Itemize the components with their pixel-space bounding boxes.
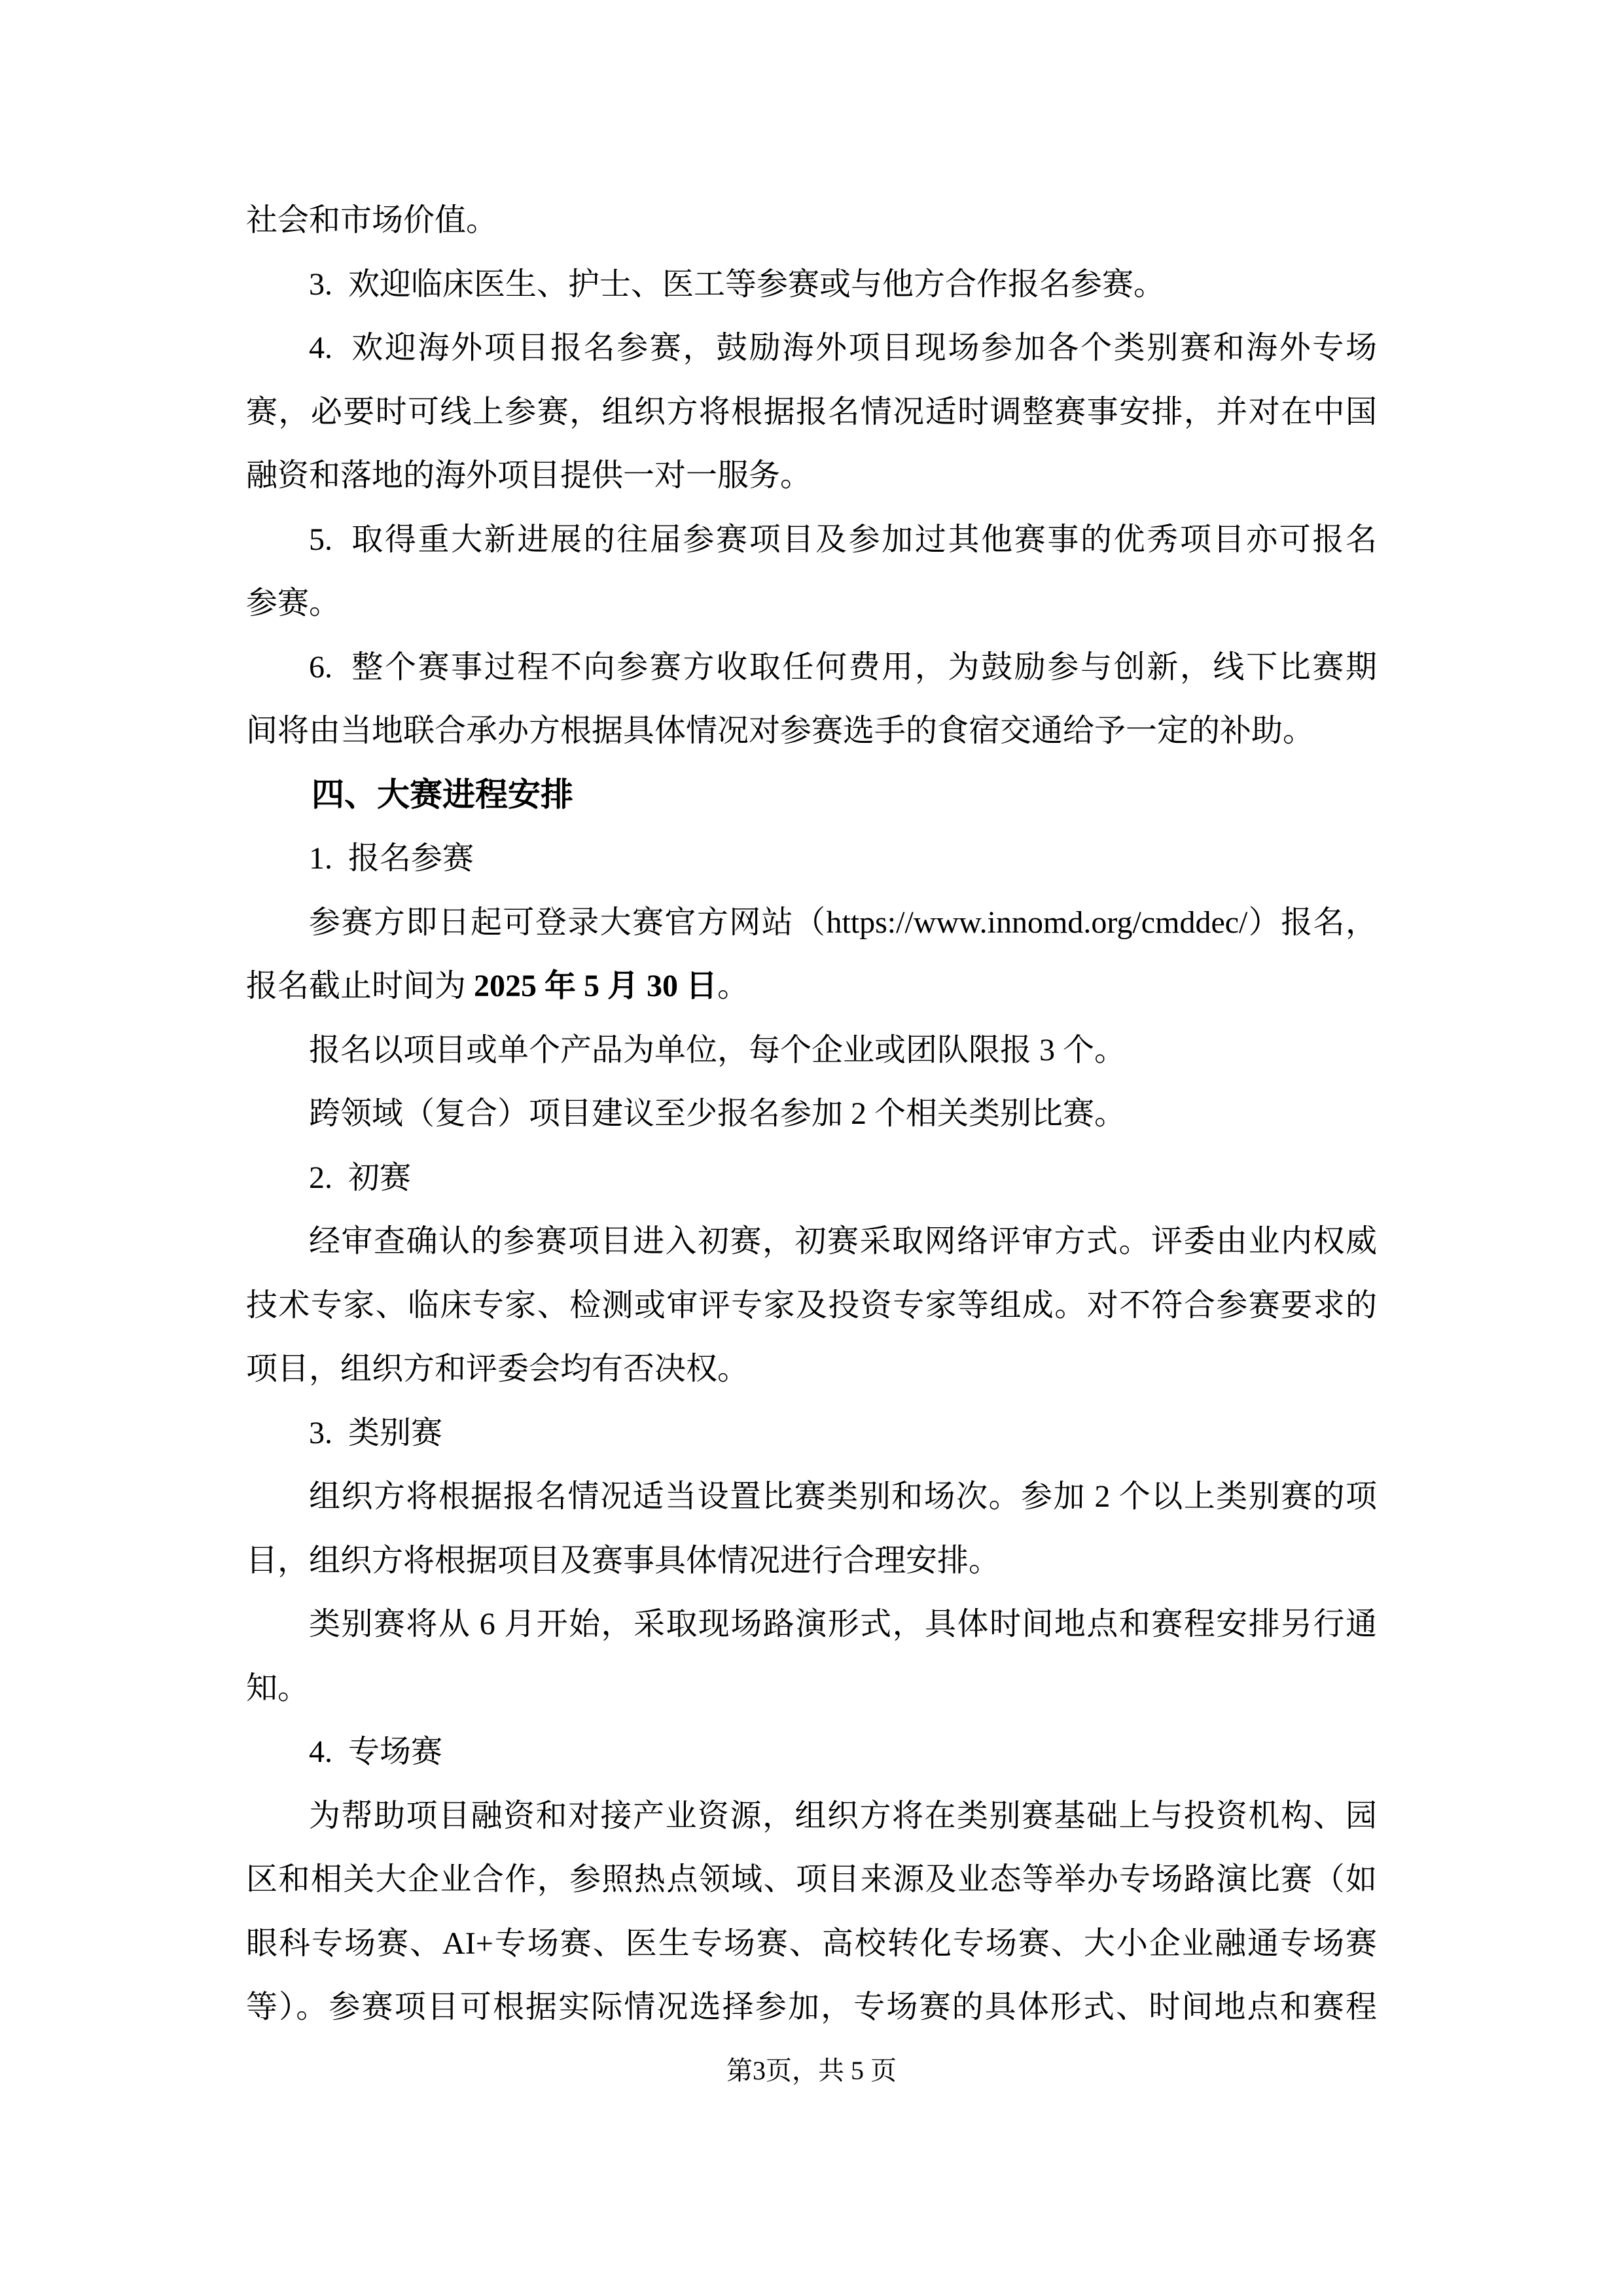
- text-line: [246, 1210, 1377, 1274]
- list-item-line: [246, 1720, 1377, 1784]
- text-line: [246, 571, 1377, 636]
- text-segment: 参赛。: [246, 586, 341, 620]
- text-line: [246, 1337, 1377, 1401]
- list-item-line: [246, 253, 1377, 317]
- text-line: [246, 1657, 1377, 1721]
- list-item-line: [246, 316, 1377, 380]
- text-segment: 社会和市场价值。: [246, 203, 498, 238]
- text-segment: 间将由当地联合承办方根据具体情况对参赛选手的食宿交通给予一定的补助。: [246, 713, 1315, 748]
- text-segment: 3. 欢迎临床医生、护士、医工等参赛或与他方合作报名参赛。: [309, 266, 1166, 302]
- list-item-line: [246, 1401, 1377, 1465]
- document-body: [246, 188, 1377, 2039]
- text-line: [246, 954, 1377, 1018]
- text-line: [246, 1274, 1377, 1338]
- text-segment: 为帮助项目融资和对接产业资源，组织方将在类别赛基础上与投资机构、园: [309, 1798, 1377, 1833]
- text-segment: 4. 欢迎海外项目报名参赛，鼓励海外项目现场参加各个类别赛和海外专场: [309, 331, 1377, 365]
- text-segment: 报名以项目或单个产品为单位，每个企业或团队限报 3 个。: [309, 1032, 1126, 1067]
- text-segment: 2. 初赛: [309, 1160, 412, 1195]
- text-segment: 等）。参赛项目可根据实际情况选择参加，专场赛的具体形式、时间地点和赛程: [246, 1990, 1377, 2024]
- text-segment: 类别赛将从 6 月开始，采取现场路演形式，具体时间地点和赛程安排另行通: [309, 1607, 1377, 1641]
- section-heading: [246, 763, 1377, 827]
- list-item-line: [246, 1146, 1377, 1210]
- bold-text-segment: 四、大赛进程安排: [312, 776, 573, 813]
- text-segment: 融资和落地的海外项目提供一对一服务。: [246, 458, 812, 493]
- text-segment: 。: [717, 969, 749, 1003]
- text-segment: 报名截止时间为: [246, 969, 474, 1003]
- text-line: [246, 1529, 1377, 1593]
- text-segment: 5. 取得重大新进展的往届参赛项目及参加过其他赛事的优秀项目亦可报名: [309, 522, 1377, 557]
- text-segment: 6. 整个赛事过程不向参赛方收取任何费用，为鼓励参与创新，线下比赛期: [309, 649, 1377, 685]
- text-segment: 目，组织方将根据项目及赛事具体情况进行合理安排。: [246, 1543, 1001, 1578]
- text-segment: 赛，必要时可线上参赛，组织方将根据报名情况适时调整赛事安排，并对在中国: [246, 394, 1377, 429]
- list-item-line: [246, 508, 1377, 572]
- text-segment: 区和相关大企业合作，参照热点领域、项目来源及业态等举办专场路演比赛（如: [246, 1862, 1377, 1897]
- text-line: [246, 444, 1377, 508]
- text-segment: 跨领域（复合）项目建议至少报名参加 2 个相关类别比赛。: [309, 1096, 1126, 1131]
- text-segment: 项目，组织方和评委会均有否决权。: [246, 1352, 749, 1386]
- text-line: [246, 1975, 1377, 2039]
- page-footer: 第3页，共 5 页: [726, 2056, 897, 2085]
- text-line: [246, 1784, 1377, 1848]
- text-line: [246, 891, 1377, 955]
- text-line: [246, 699, 1377, 763]
- text-segment: 4. 专场赛: [309, 1734, 443, 1769]
- text-segment: 经审查确认的参赛项目进入初赛，初赛采取网络评审方式。评委由业内权威: [309, 1224, 1377, 1259]
- text-line: [246, 1848, 1377, 1912]
- text-segment: 技术专家、临床专家、检测或审评专家及投资专家等组成。对不符合参赛要求的: [246, 1287, 1377, 1323]
- text-line: [246, 188, 1377, 253]
- bold-text-segment: 2025 年 5 月 30 日: [474, 969, 718, 1003]
- list-item-line: [246, 827, 1377, 891]
- text-line: [246, 1592, 1377, 1657]
- text-segment: 组织方将根据报名情况适当设置比赛类别和场次。参加 2 个以上类别赛的项: [309, 1479, 1377, 1514]
- text-line: [246, 380, 1377, 444]
- text-line: [246, 1082, 1377, 1146]
- text-line: [246, 1465, 1377, 1529]
- text-segment: 1. 报名参赛: [309, 841, 474, 876]
- text-segment: 3. 类别赛: [309, 1415, 443, 1450]
- text-line: [246, 1912, 1377, 1976]
- text-segment: 知。: [246, 1670, 310, 1706]
- text-segment: 眼科专场赛、AI+专场赛、医生专场赛、高校转化专场赛、大小企业融通专场赛: [246, 1926, 1377, 1961]
- list-item-line: [246, 636, 1377, 700]
- text-segment: 参赛方即日起可登录大赛官方网站（https://www.innomd.org/cmddec/）报名，: [309, 905, 1377, 940]
- text-line: [246, 1018, 1377, 1083]
